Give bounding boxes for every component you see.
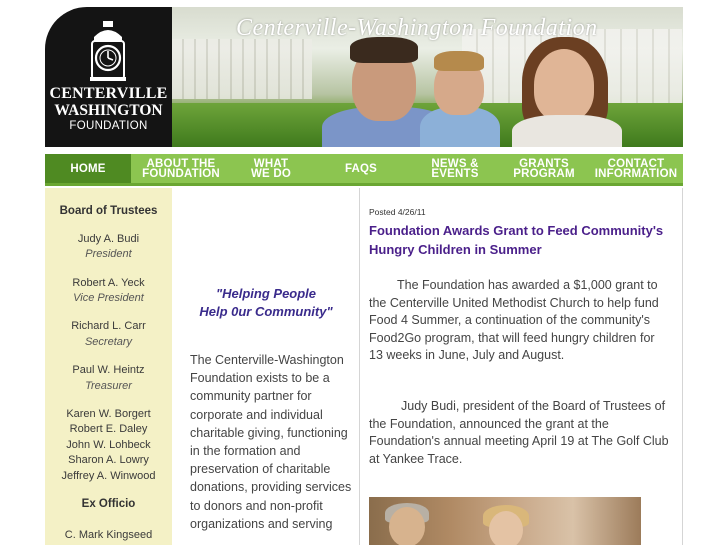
site-header bbox=[45, 7, 683, 147]
member-name: Robert E. Daley bbox=[69, 423, 148, 435]
nav-faqs-label: FAQS bbox=[344, 162, 378, 175]
nav-grants-label: GRANTS PROGRAM bbox=[513, 157, 575, 180]
member-name: Jeffrey A. Winwood bbox=[61, 470, 156, 482]
news-photo-person-1-face bbox=[389, 507, 425, 545]
news-paragraph-2 bbox=[369, 398, 669, 468]
ex-officio-heading: Ex Officio bbox=[81, 498, 136, 510]
motto-line-2: Help 0ur Community" bbox=[199, 304, 333, 319]
main-nav bbox=[45, 154, 683, 186]
officer-name: Robert A. Yeck bbox=[72, 277, 145, 289]
member-name: John W. Lohbeck bbox=[66, 439, 151, 451]
ex-officio-name: C. Mark Kingseed bbox=[64, 529, 153, 541]
nav-about[interactable] bbox=[131, 154, 231, 183]
nav-contact-label: CONTACT INFORMATION bbox=[594, 157, 678, 180]
nav-faqs[interactable] bbox=[311, 154, 411, 183]
nav-contact[interactable] bbox=[589, 154, 683, 183]
mission-column bbox=[172, 188, 360, 545]
nav-what-we-do-label: WHAT WE DO bbox=[251, 157, 291, 180]
banner-woman-face bbox=[534, 49, 594, 121]
news-photo-person-2-face bbox=[489, 511, 523, 545]
board-of-trustees-sidebar bbox=[45, 188, 172, 545]
mission-statement: The Centerville-Washington Foundation exists to be a community partner for corporate and individual charitable giving, functioning in the formation and preservation of charitable donations, providing services to donors and non-profit organizations and serving bbox=[190, 353, 352, 531]
officer-role: Treasurer bbox=[85, 380, 132, 392]
nav-news-events-label: NEWS & EVENTS bbox=[431, 157, 479, 180]
news-column bbox=[361, 188, 683, 545]
officer-name: Paul W. Heintz bbox=[72, 364, 145, 376]
nav-about-label: ABOUT THE FOUNDATION bbox=[142, 157, 220, 180]
news-photo bbox=[369, 497, 641, 545]
news-paragraph-2-text: Judy Budi, president of the Board of Trustees of the Foundation, announced the grant at the Foundation's annual meeting April 19 at The Golf Club at Yankee Trace. bbox=[369, 399, 669, 466]
logo-text-foundation: FOUNDATION bbox=[69, 120, 148, 132]
motto bbox=[172, 285, 360, 321]
news-headline[interactable]: Foundation Awards Grant to Feed Community's Hungry Children in Summer bbox=[369, 223, 664, 257]
officer-role: President bbox=[85, 248, 132, 260]
news-paragraph-1-text: The Foundation has awarded a $1,000 grant to the Centerville United Methodist Church to help fund Food 4 Summer, a continuation of the community's Food2Go program, that will feed hungry children for 13 weeks in June, July and August. bbox=[369, 278, 659, 362]
posted-date: Posted 4/26/11 bbox=[369, 207, 426, 217]
member-name: Karen W. Borgert bbox=[66, 408, 151, 420]
news-paragraph-1 bbox=[369, 277, 669, 365]
logo-text-washington: WASHINGTON bbox=[54, 102, 163, 119]
motto-line-1: "Helping People bbox=[215, 286, 317, 301]
nav-home-label: HOME bbox=[70, 162, 106, 175]
nav-what-we-do[interactable] bbox=[231, 154, 311, 183]
officer-name: Judy A. Budi bbox=[77, 233, 140, 245]
officer-role: Vice President bbox=[73, 292, 144, 304]
board-heading: Board of Trustees bbox=[59, 205, 158, 217]
officer-role: Secretary bbox=[84, 336, 133, 348]
nav-home[interactable] bbox=[45, 154, 131, 183]
nav-news-events[interactable] bbox=[411, 154, 499, 183]
clock-tower-icon bbox=[86, 21, 130, 83]
member-name: Sharon A. Lowry bbox=[68, 454, 149, 466]
header-banner-photo bbox=[172, 7, 683, 147]
banner-title: Centerville-Washington Foundation bbox=[236, 15, 598, 41]
logo-text-centerville: CENTERVILLE bbox=[49, 85, 168, 102]
officer-name: Richard L. Carr bbox=[71, 320, 146, 332]
banner-boy-hair bbox=[434, 51, 484, 71]
banner-porch bbox=[172, 39, 312, 99]
foundation-logo[interactable] bbox=[45, 7, 172, 147]
banner-woman-shirt bbox=[512, 115, 622, 147]
nav-grants[interactable] bbox=[499, 154, 589, 183]
